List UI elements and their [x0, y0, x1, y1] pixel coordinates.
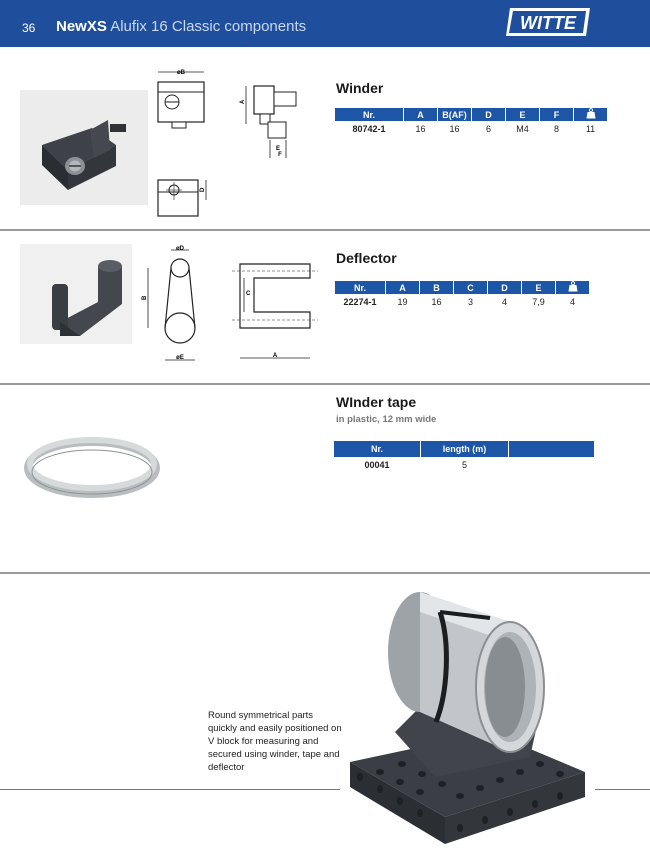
- deflector-cell-nr: 22274-1: [343, 297, 377, 307]
- deflector-col-d: D: [488, 281, 521, 294]
- deflector-cell-b: 16: [431, 297, 442, 307]
- winder-title: Winder: [336, 80, 384, 96]
- winder-col-e: E: [506, 108, 539, 121]
- deflector-cell-weight: 4: [569, 297, 575, 307]
- svg-text:A: A: [240, 99, 246, 104]
- svg-text:F: F: [278, 152, 282, 158]
- winder-col-weight: [574, 108, 607, 121]
- page-title: [56, 18, 306, 35]
- section-divider: [0, 572, 650, 574]
- deflector-col-c: C: [454, 281, 487, 294]
- deflector-photo: [20, 244, 132, 344]
- winder-tape-table-sep: [508, 441, 509, 457]
- winder-col-f: F: [540, 108, 573, 121]
- deflector-cell-a: 19: [397, 297, 408, 307]
- deflector-cell-e: 7,9: [532, 297, 545, 307]
- winder-cell-e: M4: [516, 124, 529, 134]
- svg-text:øE: øE: [176, 355, 184, 361]
- logo-text: WITTE: [520, 13, 576, 33]
- winder-tape-cell-nr: 00041: [364, 460, 390, 470]
- weight-icon: [568, 281, 578, 292]
- svg-text:øD: øD: [176, 246, 184, 252]
- deflector-col-e: E: [522, 281, 555, 294]
- winder-col-b: B(AF): [438, 108, 471, 121]
- winder-photo: [20, 90, 148, 205]
- svg-text:C: C: [246, 291, 251, 297]
- winder-spec-table: [334, 108, 608, 135]
- svg-text:A: A: [272, 353, 278, 359]
- example-caption: Round symmetrical parts quickly and easily positioned on V block for measuring and secured using winder, tape and deflector: [208, 710, 342, 773]
- witte-logo: [504, 6, 592, 38]
- winder-cell-f: 8: [553, 124, 559, 134]
- deflector-front-drawing: [136, 242, 206, 366]
- deflector-cell-c: 3: [467, 297, 473, 307]
- winder-tape-photo: [22, 420, 162, 510]
- winder-front-drawing: [152, 66, 224, 132]
- svg-text:D: D: [200, 187, 206, 192]
- deflector-col-a: A: [386, 281, 419, 294]
- deflector-col-b: B: [420, 281, 453, 294]
- winder-tape-col-nr: Nr.: [370, 444, 383, 454]
- winder-row: [335, 121, 607, 135]
- winder-top-drawing: [152, 176, 224, 220]
- deflector-cell-d: 4: [501, 297, 507, 307]
- svg-text:øB: øB: [177, 70, 185, 76]
- winder-tape-col-length: length (m): [442, 444, 487, 454]
- deflector-col-nr: Nr.: [335, 281, 385, 294]
- winder-tape-title: WInder tape: [336, 394, 417, 410]
- svg-text:E: E: [275, 146, 281, 152]
- deflector-col-weight: [556, 281, 589, 294]
- weight-icon: [586, 108, 596, 119]
- section-divider: [0, 229, 650, 231]
- deflector-title: Deflector: [336, 250, 397, 266]
- winder-cell-weight: 11: [585, 124, 596, 134]
- winder-cell-a: 16: [415, 124, 426, 134]
- winder-tape-subtitle: in plastic, 12 mm wide: [336, 414, 437, 425]
- deflector-side-drawing: [230, 258, 320, 366]
- winder-col-d: D: [472, 108, 505, 121]
- winder-tape-cell-length: 5: [461, 460, 467, 470]
- winder-col-nr: Nr.: [335, 108, 403, 121]
- winder-cell-d: 6: [485, 124, 491, 134]
- page-title-rest: Alufix 16 Classic components: [106, 18, 307, 35]
- section-divider: [0, 383, 650, 385]
- winder-side-drawing: [236, 80, 308, 162]
- svg-text:B: B: [142, 295, 148, 300]
- page-number: 36: [22, 21, 36, 35]
- winder-col-a: A: [404, 108, 437, 121]
- example-photo: [340, 582, 595, 850]
- winder-cell-nr: 80742-1: [352, 124, 386, 134]
- winder-cell-b: 16: [449, 124, 460, 134]
- deflector-spec-table: [334, 281, 590, 308]
- deflector-row: [335, 294, 589, 308]
- page-title-bold: NewXS: [56, 18, 107, 35]
